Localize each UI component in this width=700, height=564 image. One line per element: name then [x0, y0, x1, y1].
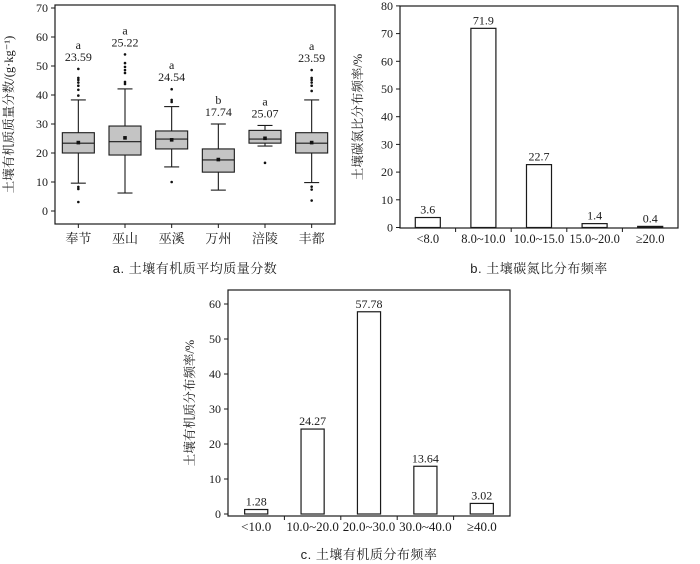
caption-chart-a: a. 土壤有机质平均质量分数 — [112, 261, 278, 276]
y-tick-label: 30 — [381, 137, 393, 152]
outlier-point — [77, 201, 80, 204]
bar-value-label: 0.4 — [642, 211, 658, 226]
mean-marker — [123, 136, 127, 140]
frequency-bar — [582, 224, 607, 228]
outlier-point — [310, 185, 313, 188]
y-tick-label: 60 — [381, 54, 393, 69]
mean-marker — [217, 158, 221, 162]
x-category-label: 10.0~15.0 — [513, 232, 565, 246]
bar-group-10.0~15.0 — [526, 150, 551, 228]
y-tick-label: 70 — [381, 26, 393, 41]
bar-value-label: 1.4 — [587, 208, 603, 223]
panel-soil-organic-matter-boxplot — [0, 0, 350, 280]
x-category-label: ≥40.0 — [466, 519, 497, 534]
outlier-point — [310, 199, 313, 202]
y-tick-label: 60 — [209, 297, 221, 311]
bar-group-10.0~20.0 — [299, 414, 326, 514]
bar-group-<8.0 — [415, 203, 440, 228]
mean-value-label: 25.07 — [251, 106, 279, 121]
bar-value-label: 1.28 — [245, 494, 267, 509]
bar-value-label: 24.27 — [299, 414, 327, 429]
outlier-point — [124, 62, 127, 65]
frequency-bar — [526, 165, 551, 228]
y-tick-label: 60 — [36, 30, 48, 44]
outlier-point — [310, 81, 313, 84]
mean-marker — [170, 138, 174, 142]
bar-group-8.0~10.0 — [471, 13, 496, 227]
outlier-point — [264, 162, 267, 165]
mean-marker — [77, 141, 81, 145]
outlier-point — [77, 188, 80, 191]
x-category-label: 巫溪 — [158, 231, 185, 246]
bar-group-20.0~30.0 — [356, 297, 383, 514]
frequency-bar — [245, 510, 268, 514]
mean-value-label: 23.59 — [64, 49, 92, 64]
y-tick-label: 40 — [381, 109, 393, 124]
y-tick-label: 40 — [209, 367, 221, 381]
y-tick-label: 30 — [209, 402, 221, 416]
y-tick-label: 30 — [36, 117, 48, 131]
bar-value-label: 57.78 — [355, 296, 383, 311]
outlier-point — [310, 84, 313, 87]
outlier-point — [170, 181, 173, 184]
y-tick-label: 10 — [381, 192, 393, 207]
y-tick-label: 10 — [36, 175, 48, 189]
outlier-point — [310, 69, 313, 72]
outlier-point — [77, 81, 80, 84]
y-tick-label: 20 — [209, 437, 221, 451]
caption-chart-c: c. 土壤有机质分布频率 — [300, 547, 438, 562]
box-group-巫山 — [109, 23, 141, 193]
y-tick-label: 80 — [381, 0, 393, 13]
x-category-label: <10.0 — [241, 519, 272, 534]
bar-chart-c-canvas — [150, 282, 550, 564]
y-tick-label: 50 — [209, 332, 221, 346]
significance-letter: a — [262, 94, 268, 109]
bar-value-label: 13.64 — [411, 451, 439, 466]
outlier-point — [77, 79, 80, 82]
bar-group-≥40.0 — [470, 488, 493, 514]
y-axis-title: 土壤有机质分布频率/% — [183, 339, 197, 467]
box-group-万州 — [202, 93, 234, 190]
x-category-label: 30.0~40.0 — [399, 519, 452, 534]
outlier-point — [310, 79, 313, 82]
y-tick-label: 40 — [36, 88, 48, 102]
outlier-point — [310, 90, 313, 93]
x-category-label: 8.0~10.0 — [461, 232, 506, 246]
mean-value-label: 24.54 — [158, 70, 186, 85]
y-axis-title: 土壤碳氮比分布频率/% — [351, 53, 365, 181]
plot-frame — [55, 5, 335, 224]
outlier-point — [170, 88, 173, 91]
bar-chart-b-canvas — [350, 0, 700, 280]
x-category-label: 15.0~20.0 — [569, 232, 620, 246]
mean-value-label: 25.22 — [111, 35, 139, 50]
frequency-bar — [471, 28, 496, 227]
mean-value-label: 17.74 — [204, 105, 232, 119]
x-category-label: 丰都 — [298, 231, 325, 246]
x-category-label: 20.0~30.0 — [342, 519, 396, 534]
box-group-巫溪 — [156, 58, 188, 183]
y-tick-label: 20 — [381, 165, 393, 180]
outlier-point — [77, 94, 80, 97]
outlier-point — [124, 66, 127, 69]
frequency-bar — [357, 312, 380, 514]
y-tick-label: 0 — [42, 204, 48, 218]
outlier-point — [124, 53, 127, 56]
outlier-point — [77, 84, 80, 87]
bar-value-label: 3.02 — [471, 488, 493, 503]
caption-chart-b: b. 土壤碳氮比分布频率 — [470, 261, 608, 276]
significance-letter: a — [169, 58, 175, 73]
x-category-label: 涪陵 — [251, 231, 279, 246]
panel-organic-matter-distribution-bars — [150, 282, 550, 564]
frequency-bar — [638, 226, 663, 227]
outlier-point — [124, 83, 127, 86]
mean-value-label: 23.59 — [298, 51, 326, 66]
y-tick-label: 0 — [215, 507, 221, 521]
mean-marker — [263, 136, 267, 140]
iqr-box — [109, 126, 141, 155]
bar-value-label: 3.6 — [420, 202, 436, 217]
frequency-bar — [301, 429, 324, 514]
x-category-label: 万州 — [205, 231, 232, 246]
y-tick-label: 50 — [36, 59, 48, 73]
box-group-奉节 — [62, 38, 94, 203]
bar-value-label: 22.7 — [528, 149, 550, 164]
bar-group-<10.0 — [245, 495, 268, 514]
frequency-bar — [415, 218, 440, 228]
y-tick-label: 50 — [381, 82, 393, 96]
x-category-label: <8.0 — [416, 232, 440, 246]
outlier-point — [77, 88, 80, 91]
box-group-涪陵 — [249, 94, 281, 164]
y-tick-label: 0 — [387, 220, 393, 235]
outlier-point — [77, 68, 80, 71]
x-category-label: 10.0~20.0 — [286, 519, 339, 534]
significance-letter: a — [75, 37, 81, 52]
significance-letter: b — [215, 93, 222, 107]
box-group-丰都 — [296, 39, 328, 202]
bar-group-30.0~40.0 — [412, 451, 439, 514]
significance-letter: a — [309, 39, 315, 54]
panel-carbon-nitrogen-ratio-bars — [350, 0, 700, 280]
frequency-bar — [470, 503, 493, 514]
boxplot-chart-canvas — [0, 0, 350, 280]
significance-letter: a — [122, 23, 128, 38]
x-category-label: ≥20.0 — [635, 232, 665, 246]
mean-marker — [310, 141, 314, 145]
y-tick-label: 10 — [209, 472, 221, 486]
outlier-point — [310, 188, 313, 191]
outlier-point — [170, 101, 173, 104]
x-category-label: 巫山 — [111, 231, 139, 246]
outlier-point — [124, 69, 127, 72]
bar-group-15.0~20.0 — [582, 209, 607, 228]
bar-value-label: 71.9 — [472, 13, 494, 28]
outlier-point — [124, 72, 127, 75]
x-category-label: 奉节 — [65, 231, 92, 246]
y-axis-title: 土壤有机质质量分数/(g·kg⁻¹) — [2, 35, 16, 194]
bar-group-≥20.0 — [638, 211, 663, 227]
y-tick-label: 20 — [36, 146, 48, 160]
y-tick-label: 70 — [36, 1, 48, 15]
frequency-bar — [414, 466, 437, 514]
